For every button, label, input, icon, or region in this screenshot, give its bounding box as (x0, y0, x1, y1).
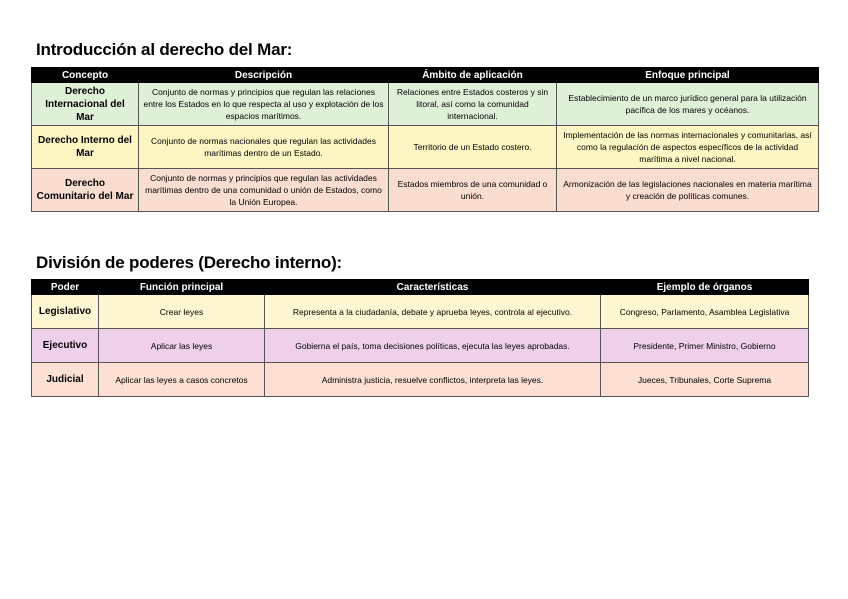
section-title-law-of-sea: Introducción al derecho del Mar: (36, 40, 293, 59)
examples-cell: Congreso, Parlamento, Asamblea Legislativa (601, 295, 809, 329)
function-cell: Aplicar las leyes a casos concretos (99, 363, 265, 397)
table-row (32, 329, 809, 363)
law-of-sea-table (31, 67, 819, 212)
function-cell: Aplicar las leyes (99, 329, 265, 363)
table-header-row (32, 68, 819, 83)
header-concepto: Concepto (32, 68, 139, 83)
table-row (32, 83, 819, 126)
concept-cell: Derecho Interno del Mar (32, 126, 139, 169)
function-cell: Crear leyes (99, 295, 265, 329)
focus-cell: Establecimiento de un marco jurídico general para la utilización pacífica de los mares y océanos. (557, 83, 819, 126)
separation-of-powers-table (31, 279, 809, 397)
concept-cell: Derecho Comunitario del Mar (32, 169, 139, 212)
description-cell: Conjunto de normas y principios que regulan las relaciones entre los Estados en lo que respecta al uso y explotación de los espacios marítimos. (139, 83, 389, 126)
power-cell: Legislativo (32, 295, 99, 329)
scope-cell: Estados miembros de una comunidad o unión. (389, 169, 557, 212)
header-descripcion: Descripción (139, 68, 389, 83)
focus-cell: Armonización de las legislaciones nacionales en materia marítima y creación de políticas comunes. (557, 169, 819, 212)
power-cell: Judicial (32, 363, 99, 397)
header-ambito: Ámbito de aplicación (389, 68, 557, 83)
examples-cell: Jueces, Tribunales, Corte Suprema (601, 363, 809, 397)
concept-cell: Derecho Internacional del Mar (32, 83, 139, 126)
scope-cell: Territorio de un Estado costero. (389, 126, 557, 169)
description-cell: Conjunto de normas y principios que regulan las actividades marítimas dentro de una comunidad o unión de Estados, como la Unión Europea. (139, 169, 389, 212)
table-row (32, 363, 809, 397)
header-caracteristicas: Características (265, 280, 601, 295)
header-ejemplo: Ejemplo de órganos (601, 280, 809, 295)
features-cell: Administra justicia, resuelve conflictos, interpreta las leyes. (265, 363, 601, 397)
scope-cell: Relaciones entre Estados costeros y sin litoral, así como la comunidad internacional. (389, 83, 557, 126)
description-cell: Conjunto de normas nacionales que regulan las actividades marítimas dentro de un Estado. (139, 126, 389, 169)
table-row (32, 295, 809, 329)
features-cell: Representa a la ciudadanía, debate y aprueba leyes, controla al ejecutivo. (265, 295, 601, 329)
table-header-row (32, 280, 809, 295)
focus-cell: Implementación de las normas internacionales y comunitarias, así como la regulación de aspectos específicos de la actividad marítima a nivel nacional. (557, 126, 819, 169)
features-cell: Gobierna el país, toma decisiones políticas, ejecuta las leyes aprobadas. (265, 329, 601, 363)
section-title-separation-of-powers: División de poderes (Derecho interno): (36, 253, 343, 272)
examples-cell: Presidente, Primer Ministro, Gobierno (601, 329, 809, 363)
header-poder: Poder (32, 280, 99, 295)
table-row (32, 126, 819, 169)
header-enfoque: Enfoque principal (557, 68, 819, 83)
table-row (32, 169, 819, 212)
power-cell: Ejecutivo (32, 329, 99, 363)
header-funcion: Función principal (99, 280, 265, 295)
